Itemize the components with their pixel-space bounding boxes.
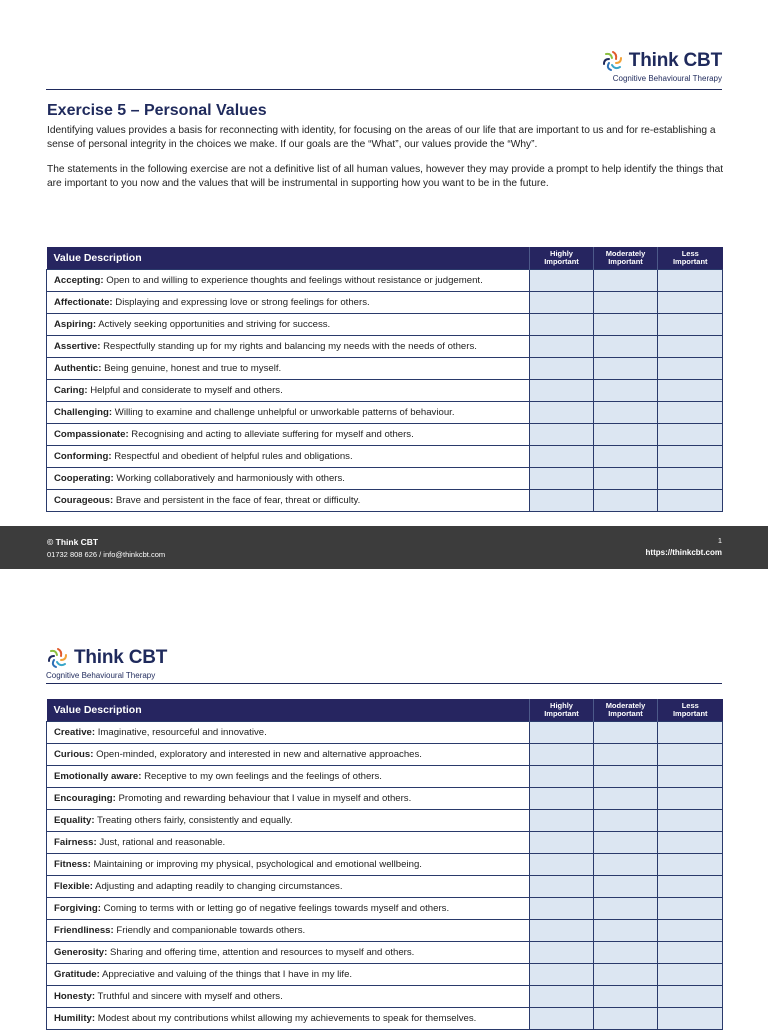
table-row xyxy=(47,744,723,766)
value-term: Emotionally aware: xyxy=(54,771,142,782)
highly-important-cell[interactable] xyxy=(530,446,594,468)
less-important-cell[interactable] xyxy=(658,446,723,468)
value-description-cell xyxy=(47,788,530,810)
values-table-page2 xyxy=(46,699,723,1030)
less-important-cell[interactable] xyxy=(658,876,723,898)
value-definition: Sharing and offering time, attention and resources to myself and others. xyxy=(107,947,415,958)
highly-important-cell[interactable] xyxy=(530,402,594,424)
less-important-cell[interactable] xyxy=(658,402,723,424)
value-description-cell xyxy=(47,402,530,424)
value-term: Compassionate: xyxy=(54,429,129,440)
value-definition: Working collaboratively and harmoniously with others. xyxy=(113,473,345,484)
value-definition: Recognising and acting to alleviate suffering for myself and others. xyxy=(128,429,414,440)
moderately-important-cell[interactable] xyxy=(594,358,658,380)
intro-paragraph: Identifying values provides a basis for reconnecting with identity, for focusing on the areas of our life that are important to us and for re-establishing a sense of personal integrity in the choices we make. If our goals are the “What”, our values provide the “Why”. xyxy=(47,125,716,150)
table-row xyxy=(47,292,723,314)
value-term: Authentic: xyxy=(54,363,102,374)
value-term: Accepting: xyxy=(54,275,104,286)
value-definition: Just, rational and reasonable. xyxy=(96,837,226,848)
table-row xyxy=(47,986,723,1008)
value-term: Flexible: xyxy=(54,881,93,892)
less-important-cell[interactable] xyxy=(658,942,723,964)
highly-important-cell[interactable] xyxy=(530,832,594,854)
less-important-cell[interactable] xyxy=(658,744,723,766)
value-definition: Friendly and companionable towards others. xyxy=(113,925,306,936)
moderately-important-cell[interactable] xyxy=(594,446,658,468)
table-row xyxy=(47,358,723,380)
highly-important-cell[interactable] xyxy=(530,964,594,986)
value-term: Affectionate: xyxy=(54,297,113,308)
table-header-row xyxy=(47,699,723,722)
table-row xyxy=(47,876,723,898)
highly-important-cell[interactable] xyxy=(530,986,594,1008)
values-table-page1 xyxy=(46,247,723,512)
value-term: Honesty: xyxy=(54,991,96,1002)
less-important-cell[interactable] xyxy=(658,766,723,788)
moderately-important-cell[interactable] xyxy=(594,336,658,358)
highly-important-cell[interactable] xyxy=(530,920,594,942)
page-footer xyxy=(0,526,768,569)
value-definition: Adjusting and adapting readily to changing circumstances. xyxy=(92,881,343,892)
highly-important-cell[interactable] xyxy=(530,424,594,446)
moderately-important-cell[interactable] xyxy=(594,402,658,424)
highly-important-cell[interactable] xyxy=(530,766,594,788)
moderately-important-cell[interactable] xyxy=(594,468,658,490)
value-description-cell xyxy=(47,744,530,766)
footer-contact[interactable]: 01732 808 626 / info@thinkcbt.com xyxy=(47,550,166,559)
value-description-cell xyxy=(47,314,530,336)
value-definition: Treating others fairly, consistently and equally. xyxy=(94,815,293,826)
highly-important-cell[interactable] xyxy=(530,1008,594,1030)
value-definition: Truthful and sincere with myself and others. xyxy=(95,991,283,1002)
highly-important-header: Highly Important xyxy=(530,247,594,270)
value-description-cell xyxy=(47,336,530,358)
table-row xyxy=(47,964,723,986)
moderately-important-cell[interactable] xyxy=(594,722,658,744)
value-description-cell xyxy=(47,898,530,920)
value-description-cell xyxy=(47,446,530,468)
value-term: Equality: xyxy=(54,815,95,826)
value-term: Curious: xyxy=(54,749,94,760)
value-term: Courageous: xyxy=(54,495,114,506)
value-definition: Displaying and expressing love or strong feelings for others. xyxy=(112,297,370,308)
value-description-cell xyxy=(47,468,530,490)
value-definition: Modest about my contributions whilst allowing my achievements to speak for themselves. xyxy=(95,1013,477,1024)
value-description-cell xyxy=(47,854,530,876)
highly-important-cell[interactable] xyxy=(530,810,594,832)
value-description-cell xyxy=(47,920,530,942)
less-important-header: Less Important xyxy=(658,247,723,270)
table-header-row xyxy=(47,247,723,270)
value-definition: Receptive to my own feelings and the feelings of others. xyxy=(141,771,382,782)
value-term: Fairness: xyxy=(54,837,97,848)
table-row xyxy=(47,468,723,490)
highly-important-cell[interactable] xyxy=(530,292,594,314)
moderately-important-header: Moderately Important xyxy=(594,699,658,722)
less-important-cell[interactable] xyxy=(658,722,723,744)
value-description-cell xyxy=(47,380,530,402)
table-row xyxy=(47,898,723,920)
value-description-cell xyxy=(47,876,530,898)
value-definition: Appreciative and valuing of the things that I have in my life. xyxy=(99,969,353,980)
highly-important-cell[interactable] xyxy=(530,854,594,876)
value-term: Cooperating: xyxy=(54,473,114,484)
moderately-important-cell[interactable] xyxy=(594,424,658,446)
less-important-cell[interactable] xyxy=(658,854,723,876)
value-description-cell xyxy=(47,1008,530,1030)
value-description-cell xyxy=(47,722,530,744)
moderately-important-cell[interactable] xyxy=(594,766,658,788)
table-row xyxy=(47,270,723,292)
moderately-important-cell[interactable] xyxy=(594,314,658,336)
moderately-important-cell[interactable] xyxy=(594,898,658,920)
header-rule xyxy=(46,89,722,90)
swirl-logo-icon xyxy=(601,49,625,73)
value-term: Encouraging: xyxy=(54,793,116,804)
moderately-important-cell[interactable] xyxy=(594,832,658,854)
brand-tagline: Cognitive Behavioural Therapy xyxy=(612,74,722,83)
highly-important-cell[interactable] xyxy=(530,336,594,358)
moderately-important-cell[interactable] xyxy=(594,942,658,964)
less-important-cell[interactable] xyxy=(658,810,723,832)
value-definition: Respectfully standing up for my rights and balancing my needs with the needs of others. xyxy=(100,341,477,352)
table-row xyxy=(47,446,723,468)
moderately-important-cell[interactable] xyxy=(594,854,658,876)
value-definition: Promoting and rewarding behaviour that I value in myself and others. xyxy=(115,793,412,804)
brand-name: Think CBT xyxy=(74,647,168,668)
value-definition: Open to and willing to experience thoughts and feelings without resistance or judgement. xyxy=(103,275,483,286)
highly-important-cell[interactable] xyxy=(530,744,594,766)
value-description-cell xyxy=(47,832,530,854)
moderately-important-cell[interactable] xyxy=(594,810,658,832)
note-paragraph: The statements in the following exercise are not a definitive list of all human values, however they may provide a prompt to help identify the things that are important to you now and the values that will be instrumental in supporting how you want to be in the future. xyxy=(47,164,724,189)
value-description-cell xyxy=(47,942,530,964)
highly-important-cell[interactable] xyxy=(530,788,594,810)
value-term: Fitness: xyxy=(54,859,91,870)
moderately-important-cell[interactable] xyxy=(594,964,658,986)
less-important-cell[interactable] xyxy=(658,490,723,512)
highly-important-cell[interactable] xyxy=(530,270,594,292)
table-row xyxy=(47,402,723,424)
value-description-header: Value Description xyxy=(47,247,530,270)
highly-important-cell[interactable] xyxy=(530,876,594,898)
table-row xyxy=(47,832,723,854)
table-row xyxy=(47,942,723,964)
value-term: Assertive: xyxy=(54,341,101,352)
brand-tagline: Cognitive Behavioural Therapy xyxy=(46,671,156,680)
less-important-cell[interactable] xyxy=(658,832,723,854)
less-important-cell[interactable] xyxy=(658,898,723,920)
less-important-cell[interactable] xyxy=(658,964,723,986)
less-important-cell[interactable] xyxy=(658,424,723,446)
value-term: Challenging: xyxy=(54,407,113,418)
moderately-important-cell[interactable] xyxy=(594,920,658,942)
less-important-cell[interactable] xyxy=(658,468,723,490)
value-description-cell xyxy=(47,358,530,380)
value-term: Generosity: xyxy=(54,947,108,958)
highly-important-cell[interactable] xyxy=(530,380,594,402)
value-description-cell xyxy=(47,810,530,832)
moderately-important-cell[interactable] xyxy=(594,380,658,402)
value-term: Caring: xyxy=(54,385,88,396)
highly-important-header: Highly Important xyxy=(530,699,594,722)
value-description-cell xyxy=(47,424,530,446)
less-important-cell[interactable] xyxy=(658,270,723,292)
highly-important-cell[interactable] xyxy=(530,468,594,490)
less-important-cell[interactable] xyxy=(658,314,723,336)
brand-name: Think CBT xyxy=(628,50,722,71)
value-definition: Actively seeking opportunities and striving for success. xyxy=(96,319,331,330)
table-row xyxy=(47,380,723,402)
table-row xyxy=(47,490,723,512)
value-definition: Helpful and considerate to myself and others. xyxy=(87,385,283,396)
value-definition: Brave and persistent in the face of fear, threat or difficulty. xyxy=(113,495,361,506)
page2-header-rule xyxy=(46,683,722,684)
moderately-important-cell[interactable] xyxy=(594,744,658,766)
value-description-cell xyxy=(47,292,530,314)
page-title: Exercise 5 – Personal Values xyxy=(47,102,267,119)
value-description-cell xyxy=(47,964,530,986)
less-important-cell[interactable] xyxy=(658,380,723,402)
footer-url-link[interactable]: https://thinkcbt.com xyxy=(645,548,722,557)
highly-important-cell[interactable] xyxy=(530,722,594,744)
value-definition: Open-minded, exploratory and interested in new and alternative approaches. xyxy=(93,749,422,760)
value-description-cell xyxy=(47,766,530,788)
highly-important-cell[interactable] xyxy=(530,898,594,920)
highly-important-cell[interactable] xyxy=(530,358,594,380)
less-important-cell[interactable] xyxy=(658,1008,723,1030)
less-important-cell[interactable] xyxy=(658,336,723,358)
value-term: Friendliness: xyxy=(54,925,114,936)
moderately-important-cell[interactable] xyxy=(594,270,658,292)
moderately-important-header: Moderately Important xyxy=(594,247,658,270)
highly-important-cell[interactable] xyxy=(530,490,594,512)
table-row xyxy=(47,424,723,446)
value-term: Creative: xyxy=(54,727,96,738)
table-row xyxy=(47,920,723,942)
value-description-cell xyxy=(47,490,530,512)
value-description-header: Value Description xyxy=(47,699,530,722)
page2-logo xyxy=(46,646,167,680)
header-logo xyxy=(601,49,722,83)
moderately-important-cell[interactable] xyxy=(594,292,658,314)
value-term: Humility: xyxy=(54,1013,96,1024)
less-important-cell[interactable] xyxy=(658,920,723,942)
value-definition: Coming to terms with or letting go of negative feelings towards myself and others. xyxy=(100,903,450,914)
less-important-header: Less Important xyxy=(658,699,723,722)
value-term: Forgiving: xyxy=(54,903,101,914)
table-row xyxy=(47,722,723,744)
table-row xyxy=(47,336,723,358)
value-definition: Respectful and obedient of helpful rules and obligations. xyxy=(111,451,353,462)
moderately-important-cell[interactable] xyxy=(594,490,658,512)
table-row xyxy=(47,766,723,788)
value-term: Gratitude: xyxy=(54,969,100,980)
value-definition: Imaginative, resourceful and innovative. xyxy=(95,727,267,738)
table-row xyxy=(47,788,723,810)
footer-page-number: 1 xyxy=(717,536,722,545)
value-term: Conforming: xyxy=(54,451,112,462)
value-definition: Being genuine, honest and true to myself. xyxy=(101,363,282,374)
footer-copyright: © Think CBT xyxy=(47,537,99,547)
moderately-important-cell[interactable] xyxy=(594,1008,658,1030)
less-important-cell[interactable] xyxy=(658,986,723,1008)
table-row xyxy=(47,1008,723,1030)
table-row xyxy=(47,314,723,336)
moderately-important-cell[interactable] xyxy=(594,876,658,898)
value-definition: Willing to examine and challenge unhelpful or unworkable patterns of behaviour. xyxy=(112,407,455,418)
moderately-important-cell[interactable] xyxy=(594,788,658,810)
highly-important-cell[interactable] xyxy=(530,942,594,964)
value-description-cell xyxy=(47,270,530,292)
value-term: Aspiring: xyxy=(54,319,97,330)
moderately-important-cell[interactable] xyxy=(594,986,658,1008)
swirl-logo-icon xyxy=(46,646,70,670)
value-definition: Maintaining or improving my physical, psychological and emotional wellbeing. xyxy=(90,859,422,870)
less-important-cell[interactable] xyxy=(658,292,723,314)
table-row xyxy=(47,810,723,832)
highly-important-cell[interactable] xyxy=(530,314,594,336)
less-important-cell[interactable] xyxy=(658,788,723,810)
table-row xyxy=(47,854,723,876)
value-description-cell xyxy=(47,986,530,1008)
less-important-cell[interactable] xyxy=(658,358,723,380)
